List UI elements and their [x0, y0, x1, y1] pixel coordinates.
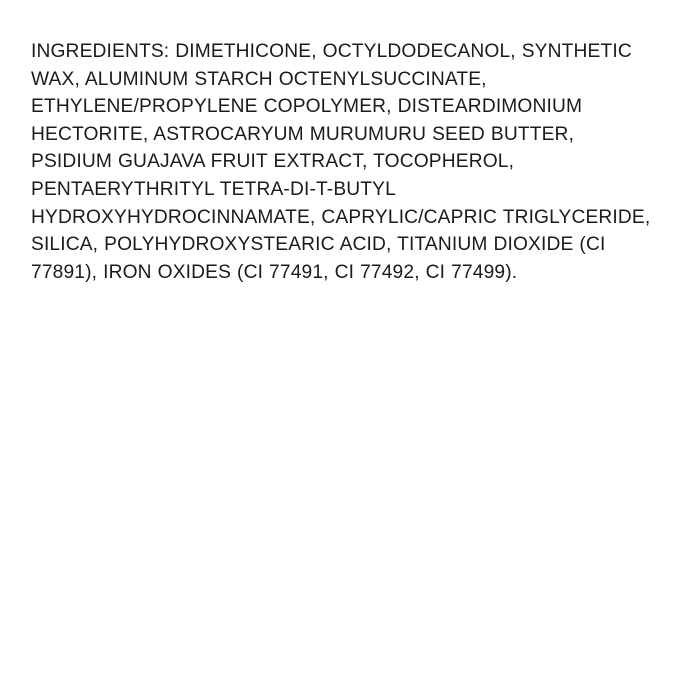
- ingredients-paragraph: INGREDIENTS: DIMETHICONE, OCTYLDODECANOL, SYNTHETIC WAX, ALUMINUM STARCH OCTENYLSUCCINATE, ETHYLENE/PROPYLENE COPOLYMER, DISTEARDIMONIUM HECTORITE, ASTROCARYUM MURUMURU SEED BUTTER, PSIDIUM GUAJAVA FRUIT EXTRACT, TOCOPHEROL, PENTAERYTHRITYL TETRA-DI-T-BUTYL HYDROXYHYDROCINNAMATE, CAPRYLIC/CAPRIC TRIGLYCERIDE, SILICA, POLYHYDROXYSTEARIC ACID, TITANIUM DIOXIDE (CI 77891), IRON OXIDES (CI 77491, CI 77492, CI 77499).: [31, 41, 657, 283]
- ingredients-block: [31, 38, 657, 286]
